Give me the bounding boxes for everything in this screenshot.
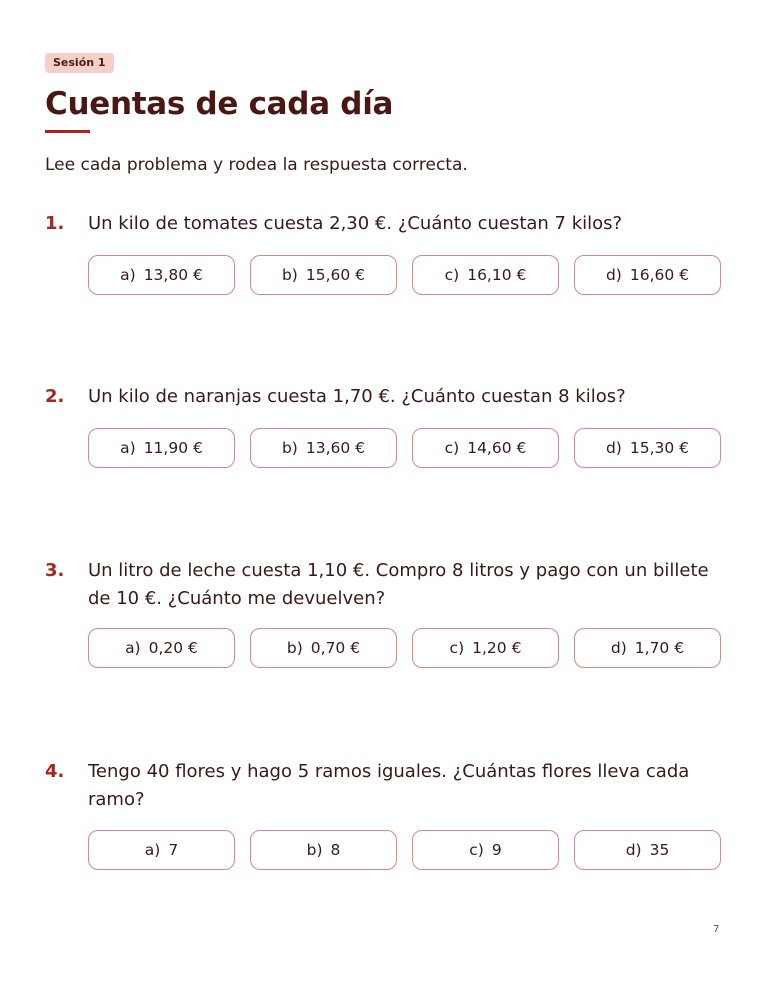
option-value: 35 <box>649 841 670 859</box>
option-value: 7 <box>168 841 179 859</box>
problem-text: Un kilo de tomates cuesta 2,30 €. ¿Cuánto cuestan 7 kilos? <box>88 213 623 234</box>
option-letter: a) <box>120 266 136 284</box>
option-b[interactable] <box>250 830 397 870</box>
problem-number: 4. <box>45 761 65 782</box>
option-b[interactable] <box>250 428 397 468</box>
page-number: 7 <box>713 924 720 935</box>
option-value: 16,60 € <box>629 266 690 284</box>
option-d[interactable] <box>574 830 721 870</box>
problem-text: Un litro de leche cuesta 1,10 €. Compro 8 litros y pago con un billete de 10 €. ¿Cuánto me devuelven? <box>88 560 709 609</box>
option-letter: d) <box>625 841 642 859</box>
option-value: 0,20 € <box>148 639 198 657</box>
option-letter: b) <box>281 439 298 457</box>
option-d[interactable] <box>574 255 721 295</box>
answer-options <box>88 830 721 870</box>
option-letter: b) <box>286 639 303 657</box>
option-letter: c) <box>469 841 484 859</box>
option-d[interactable] <box>574 628 721 668</box>
answer-options <box>88 255 721 295</box>
problem-number: 1. <box>45 213 65 234</box>
option-letter: c) <box>444 266 460 284</box>
option-b[interactable] <box>250 628 397 668</box>
option-letter: c) <box>449 639 465 657</box>
option-c[interactable] <box>412 830 559 870</box>
instructions: Lee cada problema y rodea la respuesta correcta. <box>45 155 468 175</box>
problem-number: 2. <box>45 386 65 407</box>
option-value: 15,30 € <box>629 439 690 457</box>
option-letter: d) <box>610 639 627 657</box>
option-value: 11,90 € <box>143 439 203 457</box>
option-a[interactable] <box>88 255 235 295</box>
answer-options <box>88 428 721 468</box>
option-value: 16,10 € <box>467 266 527 284</box>
option-letter: b) <box>281 266 298 284</box>
option-value: 9 <box>491 841 502 859</box>
problem-number: 3. <box>45 560 65 581</box>
answer-options <box>88 628 721 668</box>
option-a[interactable] <box>88 830 235 870</box>
option-d[interactable] <box>574 428 721 468</box>
page-title: Cuentas de cada día <box>45 86 394 122</box>
option-value: 13,80 € <box>143 266 203 284</box>
session-badge: Sesión 1 <box>45 53 114 73</box>
option-letter: d) <box>605 439 622 457</box>
problem-text: Un kilo de naranjas cuesta 1,70 €. ¿Cuánto cuestan 8 kilos? <box>88 386 626 407</box>
option-c[interactable] <box>412 628 559 668</box>
option-a[interactable] <box>88 428 235 468</box>
option-value: 0,70 € <box>310 639 361 657</box>
option-letter: a) <box>125 639 141 657</box>
option-b[interactable] <box>250 255 397 295</box>
option-value: 1,20 € <box>472 639 522 657</box>
option-letter: d) <box>605 266 622 284</box>
option-value: 8 <box>330 841 341 859</box>
option-letter: a) <box>144 841 161 859</box>
option-letter: c) <box>444 439 460 457</box>
option-letter: b) <box>306 841 323 859</box>
option-value: 14,60 € <box>467 439 527 457</box>
option-value: 1,70 € <box>634 639 685 657</box>
title-underline <box>45 130 90 133</box>
option-value: 15,60 € <box>305 266 366 284</box>
option-c[interactable] <box>412 428 559 468</box>
option-letter: a) <box>120 439 136 457</box>
option-value: 13,60 € <box>305 439 366 457</box>
option-c[interactable] <box>412 255 559 295</box>
problem-text: Tengo 40 flores y hago 5 ramos iguales. ¿Cuántas flores lleva cada ramo? <box>88 761 690 810</box>
option-a[interactable] <box>88 628 235 668</box>
